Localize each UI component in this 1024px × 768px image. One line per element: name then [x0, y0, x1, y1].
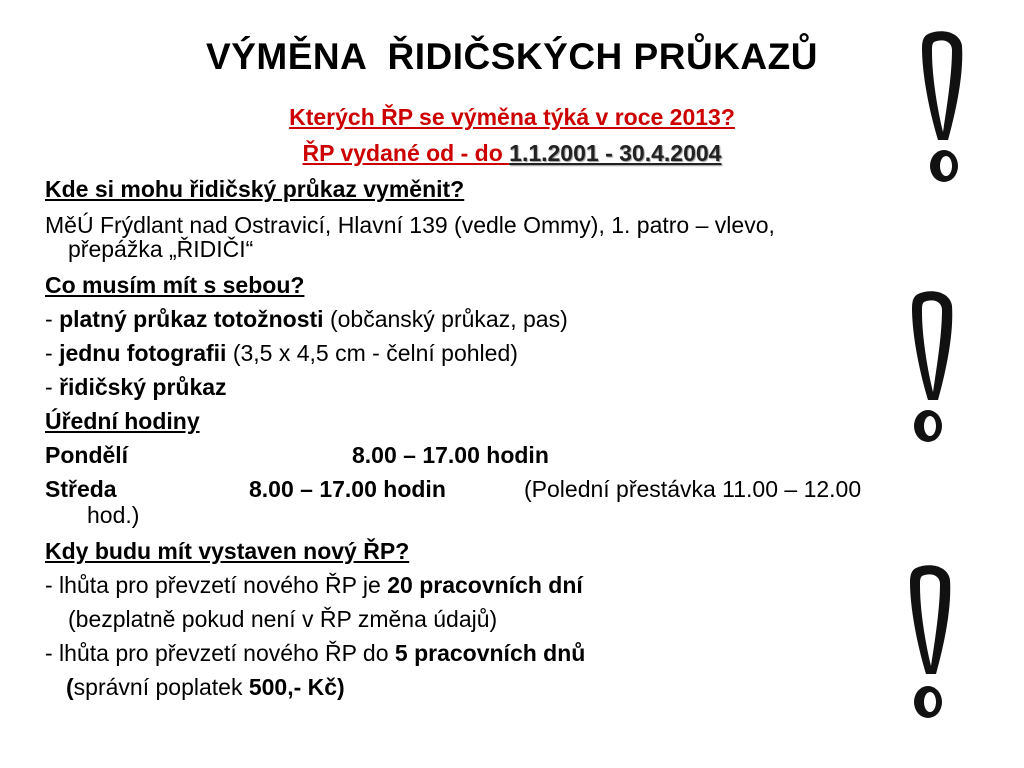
counter-line: přepážka „ŘIDIČI“ [68, 236, 254, 262]
bring-heading: Co musím mít s sebou? [45, 272, 305, 298]
address-line: MěÚ Frýdlant nad Ostravicí, Hlavní 139 (vedle Ommy), 1. patro – vlevo, [45, 212, 775, 238]
where-heading: Kde si mohu řidičský průkaz vyměnit? [45, 176, 465, 202]
monday-day: Pondělí [45, 442, 129, 468]
issue-line4 [66, 674, 345, 701]
lunch-break-note: (Polední přestávka 11.00 – 12.00 [524, 476, 862, 502]
subtitle-prefix: ŘP vydané od - do [302, 140, 510, 166]
issue-bold: 5 pracovních dnů [394, 640, 586, 666]
issue-text: - lhůta pro převzetí nového ŘP je [45, 572, 388, 598]
issue-text: - lhůta pro převzetí nového ŘP do [45, 640, 395, 666]
subtitle-line1: Kterých ŘP se výměna týká v roce 2013? [289, 104, 735, 130]
item-rest: (3,5 x 4,5 cm - čelní pohled) [226, 340, 518, 366]
page-title: VÝMĚNA ŘIDIČSKÝCH PRŮKAZŮ [206, 36, 818, 77]
exclamation-icon [908, 28, 972, 188]
item-bold: platný průkaz totožnosti [59, 306, 324, 332]
lunch-break-note-cont: hod.) [87, 502, 140, 528]
bring-item-id [45, 306, 568, 333]
subtitle-dates [0, 140, 1024, 167]
item-bold: řidičský průkaz [59, 374, 227, 400]
item-rest: (občanský průkaz, pas) [323, 306, 568, 332]
subtitle-question [0, 104, 1024, 131]
issue-heading: Kdy budu mít vystaven nový ŘP? [45, 538, 410, 564]
wednesday-day: Středa [45, 476, 117, 502]
item-bold: jednu fotografii [59, 340, 227, 366]
wednesday-time: 8.00 – 17.00 hodin [249, 476, 446, 502]
fee-text: správní poplatek [73, 674, 249, 700]
exclamation-icon [898, 288, 962, 448]
bring-item-photo [45, 340, 518, 367]
bring-item-licence [45, 374, 227, 401]
monday-time: 8.00 – 17.00 hodin [352, 442, 549, 468]
exclamation-icon [896, 562, 960, 722]
fee-amount: 500,- Kč) [248, 674, 345, 700]
hours-heading: Úřední hodiny [45, 408, 200, 434]
dash: - [45, 306, 60, 332]
issue-line2: (bezplatně pokud není v ŘP změna údajů) [68, 606, 498, 632]
issue-line1 [45, 572, 583, 599]
issue-line3 [45, 640, 585, 667]
paren: ( [66, 674, 74, 700]
dash: - [45, 340, 60, 366]
dash: - [45, 374, 60, 400]
issue-bold: 20 pracovních dní [387, 572, 583, 598]
date-range: 1.1.2001 - 30.4.2004 [509, 140, 722, 166]
